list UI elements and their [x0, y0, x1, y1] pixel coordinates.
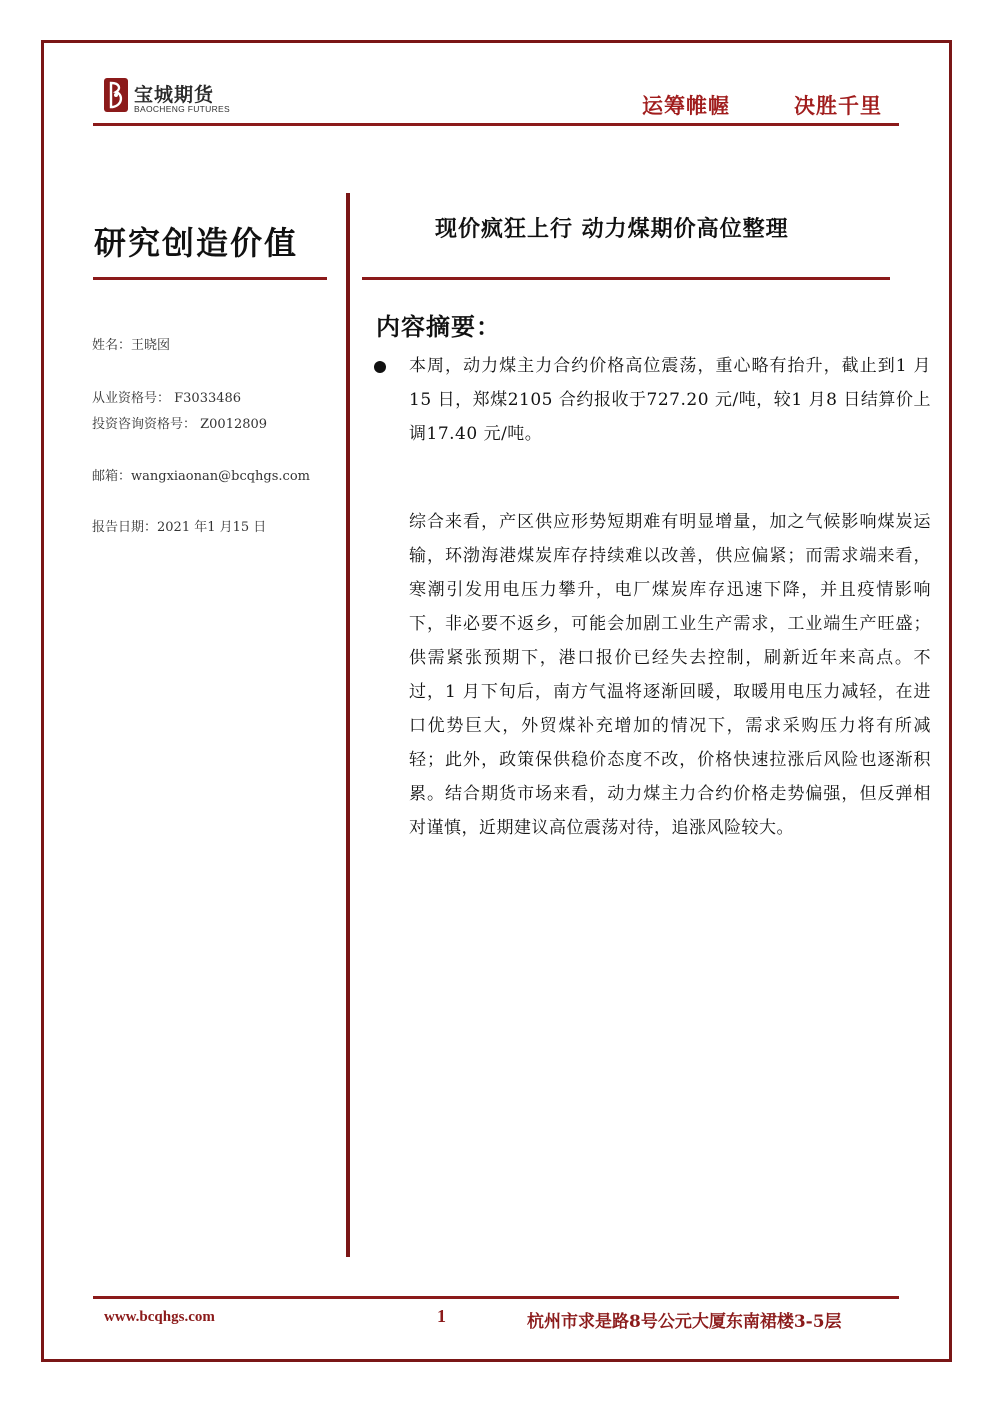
header-divider — [93, 123, 899, 126]
report-date: 报告日期：2021 年1 月15 日 — [92, 520, 267, 535]
summary-heading: 内容摘要： — [376, 312, 501, 341]
sidebar-motto: 研究创造价值 — [94, 224, 299, 262]
baocheng-logo-icon — [104, 78, 128, 112]
title-underline — [362, 277, 890, 280]
motto-underline — [93, 277, 327, 280]
footer-address: 杭州市求是路8号公元大厦东南裙楼3-5层 — [527, 1312, 842, 1332]
qualification-number: 从业资格号： F3033486 — [92, 391, 242, 406]
logo-english-name: BAOCHENG FUTURES — [134, 104, 230, 114]
slogan-left: 运筹帷幄 — [642, 93, 730, 118]
logo-chinese-name: 宝城期货 — [134, 84, 215, 106]
column-divider — [346, 193, 350, 1257]
bullet-dot-icon — [374, 361, 386, 373]
footer-divider — [93, 1296, 899, 1299]
report-title: 现价疯狂上行 动力煤期价高位整理 — [435, 216, 789, 242]
page-number: 1 — [437, 1306, 446, 1326]
slogan-right: 决胜千里 — [794, 93, 882, 118]
analyst-name: 姓名：王晓囡 — [92, 338, 171, 353]
analyst-email[interactable]: 邮箱：wangxiaonan@bcqhgs.com — [92, 469, 310, 484]
summary-bullet-paragraph: 本周，动力煤主力合约价格高位震荡，重心略有抬升，截止到1 月15 日，郑煤2105 合约报收于727.20 元/吨，较1 月8 日结算价上调17.40 元/吨。 — [409, 356, 931, 444]
advisory-qualification-number: 投资咨询资格号： Z0012809 — [92, 417, 268, 432]
summary-analysis-paragraph: 综合来看，产区供应形势短期难有明显增量，加之气候影响煤炭运输，环渤海港煤炭库存持续难以改善，供应偏紧；而需求端来看，寒潮引发用电压力攀升，电厂煤炭库存迅速下降，并且疫情影响下，非必要不返乡，可能会加剧工业生产需求，工业端生产旺盛；供需紧张预期下，港口报价已经失去控制，刷新近年来高点。不过，1 月下旬后，南方气温将逐渐回暖，取暖用电压力减轻，在进口优势巨大，外贸煤补充增加的情况下，需求采购压力将有所减轻；此外，政策保供稳价态度不改，价格快速拉涨后风险也逐渐积累。结合期货市场来看，动力煤主力合约价格走势偏强，但反弹相对谨慎，近期建议高位震荡对待，追涨风险较大。 — [409, 512, 931, 838]
company-logo — [104, 78, 244, 118]
footer-website-link[interactable]: www.bcqhgs.com — [104, 1309, 215, 1325]
